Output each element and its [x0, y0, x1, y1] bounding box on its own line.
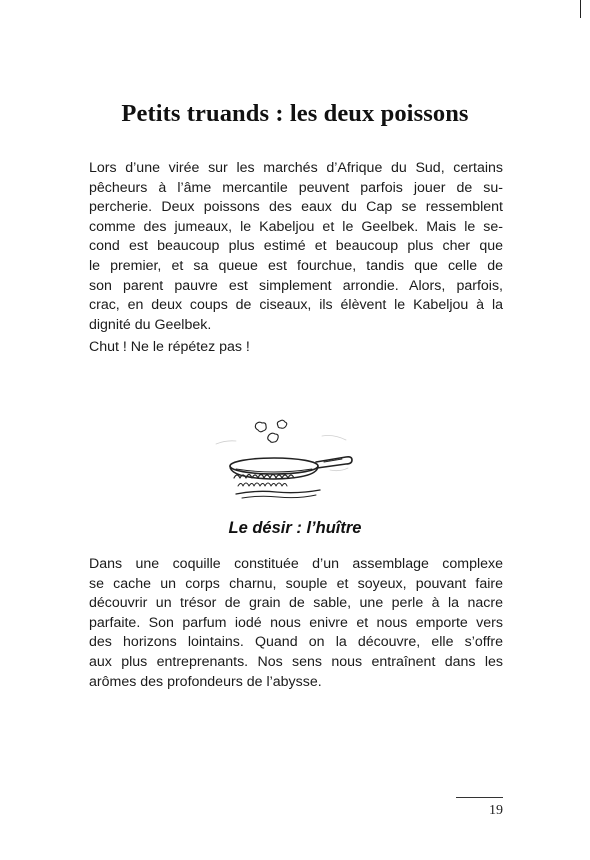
text-line: des horizons lointains. Quand on la découvre, elle s’offre — [89, 634, 503, 651]
text-line: le premier, et sa queue est fourchue, tandis que celle de — [89, 257, 503, 274]
text-line: comme des jumeaux, le Kabeljou et le Geelbek. Mais le se- — [89, 218, 503, 235]
paragraph-deux-poissons — [89, 159, 503, 335]
text-line: se cache un corps charnu, souple et soyeux, pouvant faire — [89, 575, 503, 592]
text-line: crac, en deux coups de ciseaux, ils élèvent le Kabeljou à la — [89, 297, 503, 314]
text-line: aux plus entreprenants. Nos sens nous entraînent dans les — [89, 653, 503, 670]
frying-pan-icon — [212, 414, 357, 504]
section-title: Petits truands : les deux poissons — [121, 100, 469, 127]
text-line: parfaite. Son parfum iodé nous enivre et nous emporte vers — [89, 614, 503, 631]
paragraph-huitre — [89, 555, 503, 692]
text-line: pêcheurs à l’âme mercantile peuvent parfois jouer de su- — [89, 179, 503, 196]
text-line: dignité du Geelbek. — [89, 316, 212, 333]
text-line: arômes des profondeurs de l’abysse. — [89, 673, 322, 690]
text-line: son parent pauvre est simplement arrondie. Alors, parfois, — [89, 277, 503, 294]
text-line: cond est beaucoup plus estimé et beaucoup plus cher que — [89, 238, 503, 255]
text-line: percherie. Deux poissons des eaux du Cap se ressemblent — [89, 199, 503, 216]
crop-mark — [580, 0, 581, 18]
page-number-rule — [456, 797, 503, 798]
text-line: découvrir un trésor de grain de sable, une perle à la nacre — [89, 595, 503, 612]
paragraph-chut: Chut ! Ne le répétez pas ! — [89, 339, 250, 355]
section-subtitle: Le désir : l’huître — [228, 519, 362, 537]
text-line: Lors d’une virée sur les marchés d’Afrique du Sud, certains — [89, 160, 503, 176]
text-line: Dans une coquille constituée d’un assemblage complexe — [89, 556, 503, 572]
page-number: 19 — [489, 803, 503, 818]
